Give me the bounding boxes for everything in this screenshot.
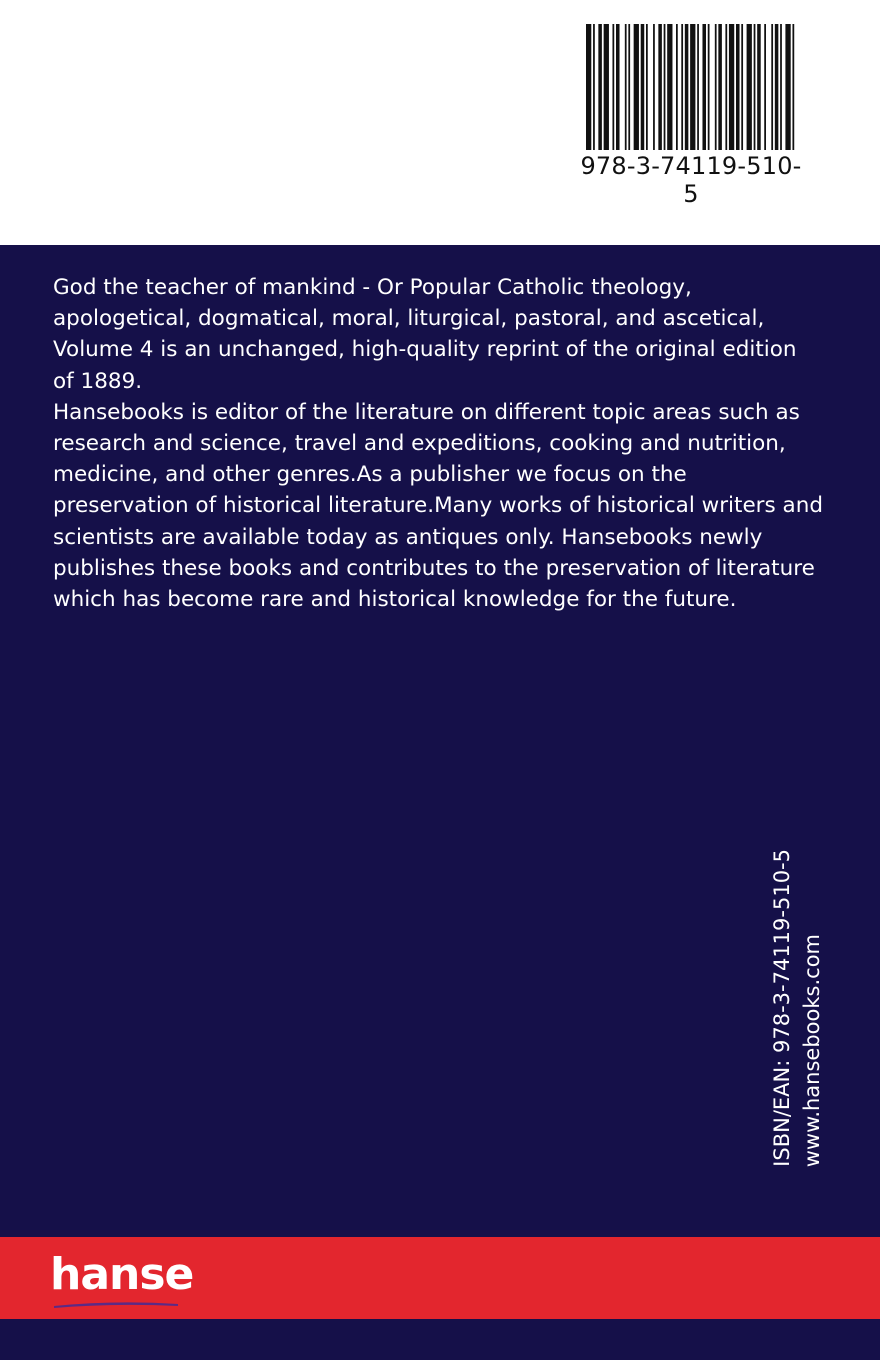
barcode-bar: [667, 24, 672, 150]
logo-swoosh-icon: [52, 1301, 180, 1309]
barcode-bar: [697, 24, 699, 150]
barcode-bar: [653, 24, 655, 150]
back-cover-body: [0, 245, 880, 1360]
vertical-info: [770, 837, 824, 1167]
blurb-text: [53, 272, 823, 615]
barcode-bar: [729, 24, 734, 150]
barcode-bar: [785, 24, 790, 150]
barcode-bar: [771, 24, 773, 150]
barcode-bar: [702, 24, 706, 150]
barcode-bar: [628, 24, 630, 150]
barcode-bar: [616, 24, 620, 150]
barcode-bar: [586, 24, 591, 150]
barcode-bar: [634, 24, 639, 150]
barcode-bar: [593, 24, 595, 150]
barcode-bar: [725, 24, 727, 150]
barcode-bar: [598, 24, 602, 150]
barcode-bar: [685, 24, 689, 150]
barcode-number: 978-3-74119-510-5: [580, 152, 802, 208]
barcode-bar: [604, 24, 609, 150]
barcode-bar: [775, 24, 779, 150]
barcode-bar: [646, 24, 648, 150]
barcode-bar: [718, 24, 722, 150]
barcode-bar: [612, 24, 614, 150]
barcode-bar: [676, 24, 678, 150]
barcode: [586, 24, 796, 150]
barcode-bar: [757, 24, 761, 150]
publisher-band: [0, 1237, 880, 1319]
barcode-bar: [625, 24, 627, 150]
barcode-bar: [736, 24, 740, 150]
hanse-logo: hanse: [50, 1249, 194, 1300]
barcode-bar: [754, 24, 756, 150]
barcode-bar: [681, 24, 683, 150]
barcode-bar: [764, 24, 766, 150]
barcode-bar: [658, 24, 662, 150]
barcode-bar: [780, 24, 782, 150]
barcode-bar: [664, 24, 666, 150]
barcode-bar: [792, 24, 794, 150]
blurb-paragraph-publisher: Hansebooks is editor of the literature on different topic areas such as research and science, travel and expeditions, cooking and nutrition, medicine, and other genres.As a publisher we focus on the preservation of historical literature.Many works of historical writers and scientists are available today as antiques only. Hansebooks newly publishes these books and contributes to the preservation of literature which has become rare and historical knowledge for the future.: [53, 399, 824, 613]
barcode-area: [0, 0, 880, 245]
website-vertical-text: www.hansebooks.com: [800, 933, 824, 1167]
barcode-bar: [747, 24, 752, 150]
barcode-bar: [708, 24, 710, 150]
barcode-bar: [741, 24, 743, 150]
blurb-paragraph-intro: God the teacher of mankind - Or Popular Catholic theology, apologetical, dogmatical, moral, liturgical, pastoral, and ascetical, Volume 4 is an unchanged, high-quality reprint of the original edition of 1889.: [53, 275, 797, 394]
barcode-bar: [715, 24, 717, 150]
barcode-bar: [641, 24, 645, 150]
barcode-bar: [690, 24, 695, 150]
isbn-vertical-text: ISBN/EAN: 978-3-74119-510-5: [770, 849, 794, 1167]
